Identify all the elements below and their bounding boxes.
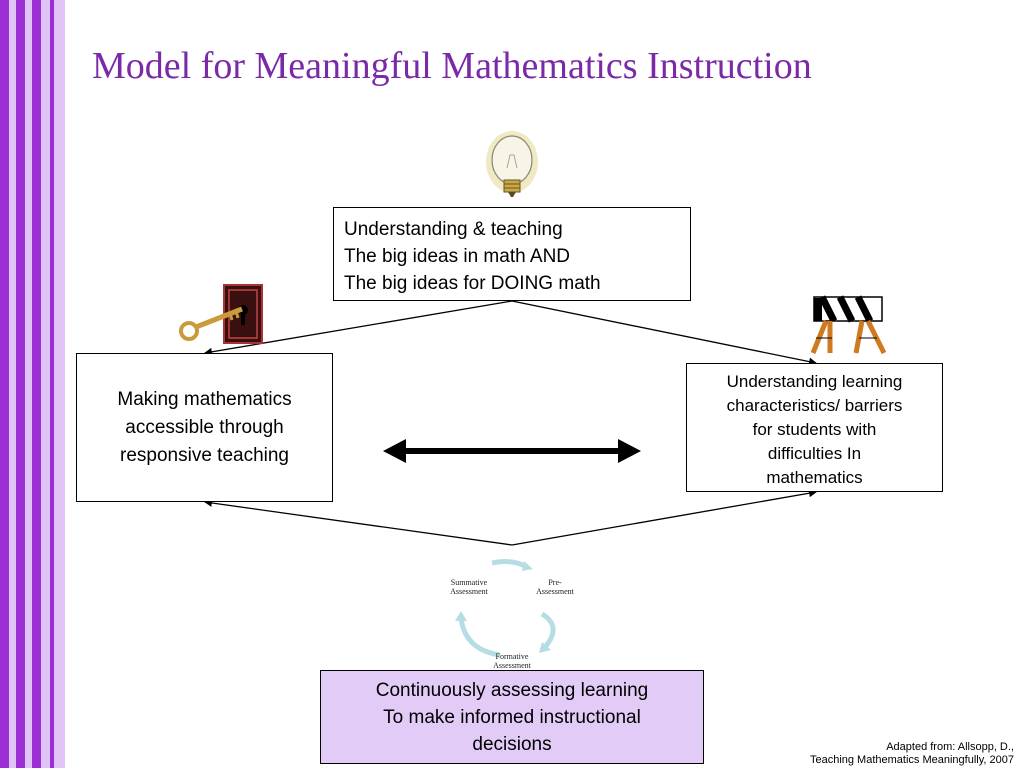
pre-line-1: Pre- — [548, 578, 562, 587]
accessible-teaching-box — [76, 353, 333, 502]
accessible-line-1: Making mathematics — [117, 388, 292, 410]
source-credit — [810, 741, 1014, 767]
lightbulb-icon — [486, 131, 538, 197]
characteristics-line-5: mathematics — [766, 468, 863, 487]
assessment-line-2: To make informed instructional — [383, 707, 641, 728]
barricade-icon — [813, 297, 884, 353]
summative-assessment-label — [440, 578, 498, 596]
assessment-cycle-arrows — [461, 562, 553, 655]
arrow-top-to-right — [512, 301, 816, 363]
arrow-bottom-to-right — [512, 492, 816, 545]
big-ideas-line-3: The big ideas for DOING math — [344, 273, 601, 294]
characteristics-line-1: Understanding learning — [726, 372, 903, 391]
characteristics-line-2: characteristics/ barriers — [726, 396, 903, 415]
big-ideas-box — [333, 207, 691, 301]
assessment-line-1: Continuously assessing learning — [375, 680, 649, 701]
summative-line-1: Summative — [450, 578, 488, 587]
pre-assessment-label — [527, 578, 583, 596]
accessible-line-3: responsive teaching — [120, 444, 289, 466]
big-ideas-line-1: Understanding & teaching — [344, 219, 563, 240]
formative-line-1: Formative — [495, 652, 529, 661]
characteristics-line-4: difficulties In — [767, 444, 862, 463]
assessment-line-3: decisions — [472, 734, 552, 755]
credit-line-2: Teaching Mathematics Meaningfully, 2007 — [809, 754, 1014, 766]
credit-line-1: Adapted from: Allsopp, D., — [886, 741, 1014, 753]
formative-assessment-label — [483, 652, 541, 670]
characteristics-line-3: for students with — [752, 420, 877, 439]
learning-characteristics-box — [686, 363, 943, 492]
double-arrow-icon — [383, 439, 641, 463]
big-ideas-line-2: The big ideas in math AND — [344, 246, 571, 267]
formative-line-2: Assessment — [493, 661, 531, 670]
key-and-lock-icon — [181, 285, 262, 343]
continuous-assessment-box — [320, 670, 704, 764]
accessible-line-2: accessible through — [125, 416, 284, 438]
pre-line-2: Assessment — [536, 587, 574, 596]
summative-line-2: Assessment — [450, 587, 488, 596]
arrow-bottom-to-left — [205, 502, 512, 545]
slide-title: Model for Meaningful Mathematics Instruction — [92, 45, 812, 87]
